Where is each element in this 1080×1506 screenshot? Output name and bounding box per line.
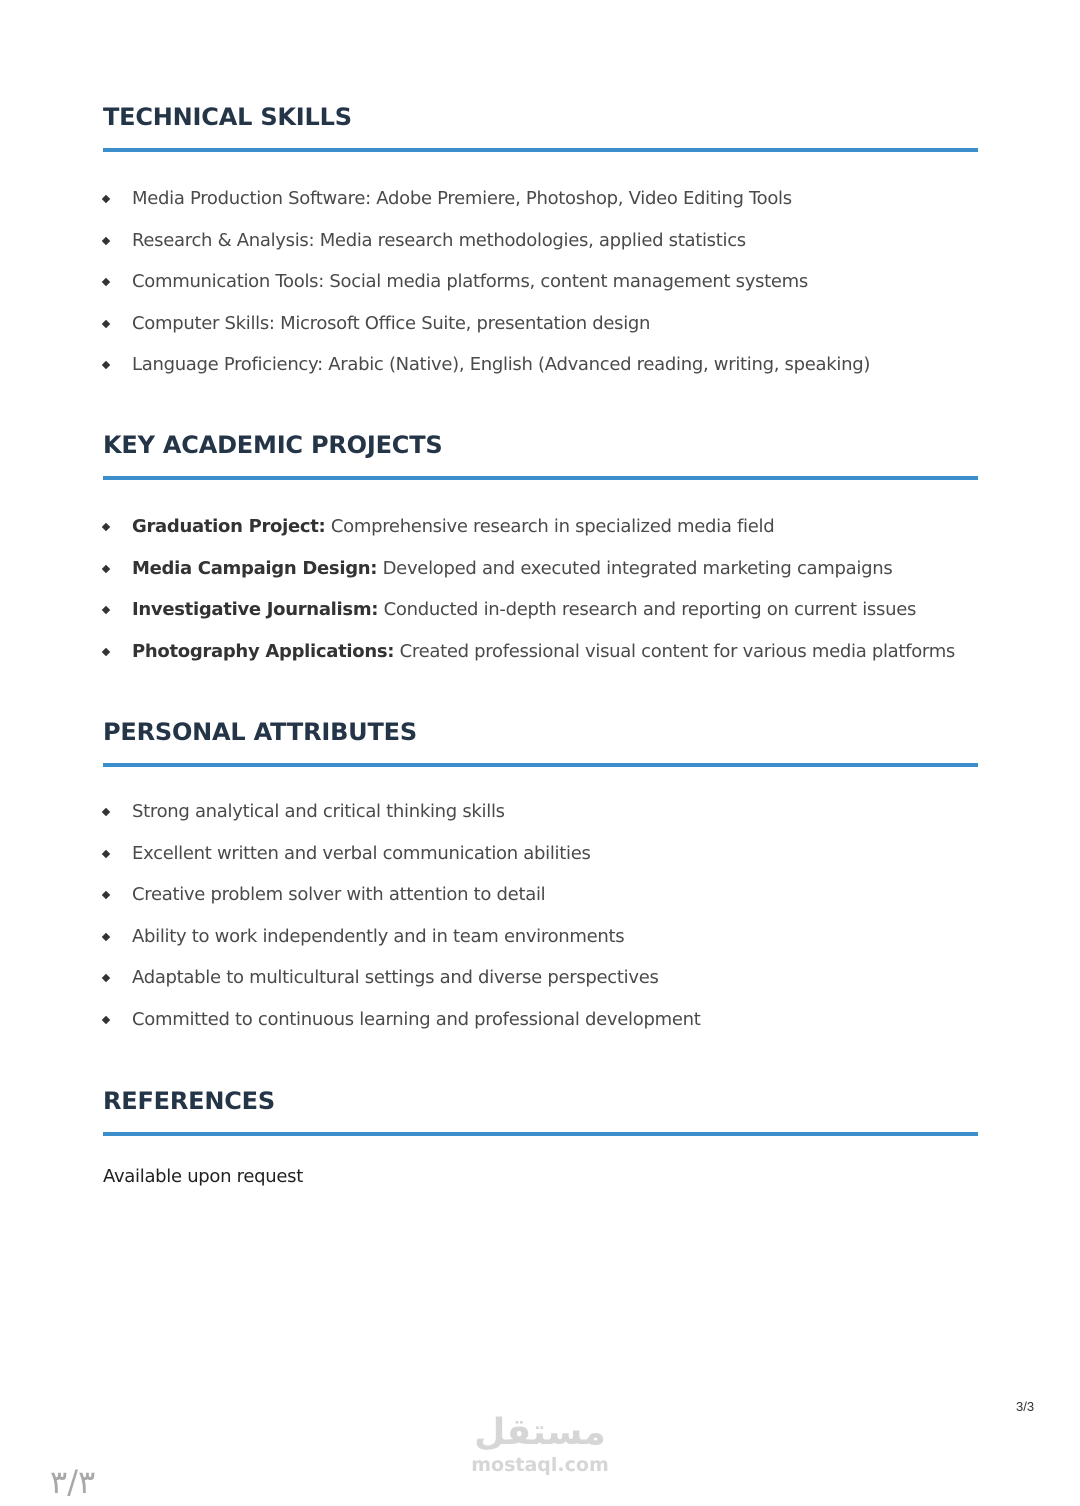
list-item-text: Communication Tools: Social media platforms, content management systems — [132, 271, 808, 293]
list-item-text: Strong analytical and critical thinking skills — [132, 801, 505, 822]
watermark — [470, 1412, 610, 1476]
list-item-text: Excellent written and verbal communication abilities — [132, 842, 591, 864]
section-title: REFERENCES — [103, 1087, 275, 1115]
diamond-bullet-icon — [102, 1016, 110, 1024]
list-item — [103, 351, 978, 393]
diamond-bullet-icon — [102, 933, 110, 941]
list-item-text: Media Production Software: Adobe Premiere, Photoshop, Video Editing Tools — [132, 188, 792, 209]
list-item — [103, 964, 978, 1006]
diamond-bullet-icon — [102, 808, 110, 816]
section-title: KEY ACADEMIC PROJECTS — [103, 431, 443, 459]
list-item — [103, 185, 978, 227]
list-item-text: Adaptable to multicultural settings and diverse perspectives — [132, 967, 659, 989]
diamond-bullet-icon — [102, 320, 110, 328]
diamond-bullet-icon — [102, 236, 110, 244]
diamond-bullet-icon — [102, 195, 110, 203]
project-label: Media Campaign Design: — [132, 557, 378, 579]
section-divider — [103, 1132, 978, 1136]
project-label: Investigative Journalism: — [132, 599, 379, 621]
screen-page-indicator: ٣/٣ — [50, 1463, 96, 1501]
section-divider — [103, 476, 978, 480]
project-label: Graduation Project: — [132, 516, 326, 537]
page-number: 3/3 — [1016, 1399, 1035, 1414]
diamond-bullet-icon — [102, 606, 110, 614]
list-item — [103, 513, 978, 555]
list-item — [103, 638, 978, 680]
references-text: Available upon request — [103, 1166, 303, 1187]
diamond-bullet-icon — [102, 523, 110, 531]
project-description: Comprehensive research in specialized media field — [325, 516, 775, 537]
list-item-text — [132, 596, 916, 624]
list-item — [103, 555, 978, 597]
technical-skills-list — [103, 185, 978, 393]
list-item-text: Committed to continuous learning and professional development — [132, 1008, 701, 1030]
section-title: PERSONAL ATTRIBUTES — [103, 718, 417, 746]
list-item-text: Language Proficiency: Arabic (Native), English (Advanced reading, writing, speaking) — [132, 354, 871, 376]
list-item — [103, 923, 978, 965]
list-item-text: Ability to work independently and in team environments — [132, 925, 625, 947]
list-item-text: Computer Skills: Microsoft Office Suite, presentation design — [132, 312, 651, 334]
section-divider — [103, 763, 978, 767]
diamond-bullet-icon — [102, 278, 110, 286]
project-description: Conducted in-depth research and reporting on current issues — [378, 599, 917, 621]
list-item — [103, 227, 978, 269]
diamond-bullet-icon — [102, 361, 110, 369]
list-item — [103, 798, 978, 840]
diamond-bullet-icon — [102, 564, 110, 572]
diamond-bullet-icon — [102, 974, 110, 982]
list-item — [103, 268, 978, 310]
list-item-text: Creative problem solver with attention to detail — [132, 884, 546, 906]
list-item-text: Research & Analysis: Media research methodologies, applied statistics — [132, 229, 746, 251]
list-item — [103, 881, 978, 923]
list-item-text — [132, 638, 955, 666]
list-item — [103, 840, 978, 882]
diamond-bullet-icon — [102, 849, 110, 857]
list-item — [103, 310, 978, 352]
list-item — [103, 596, 978, 638]
diamond-bullet-icon — [102, 648, 110, 656]
list-item-text — [132, 513, 774, 541]
watermark-logo-arabic: مستقل — [474, 1412, 606, 1453]
project-description: Developed and executed integrated marketing campaigns — [377, 557, 893, 579]
section-title: TECHNICAL SKILLS — [103, 103, 352, 131]
list-item-text — [132, 555, 892, 583]
diamond-bullet-icon — [102, 891, 110, 899]
project-label: Photography Applications: — [132, 640, 395, 662]
section-divider — [103, 148, 978, 152]
project-description: Created professional visual content for various media platforms — [394, 640, 956, 662]
projects-list — [103, 513, 978, 679]
watermark-logo-latin: mostaql.com — [471, 1454, 609, 1476]
list-item — [103, 1006, 978, 1048]
attributes-list — [103, 798, 978, 1048]
